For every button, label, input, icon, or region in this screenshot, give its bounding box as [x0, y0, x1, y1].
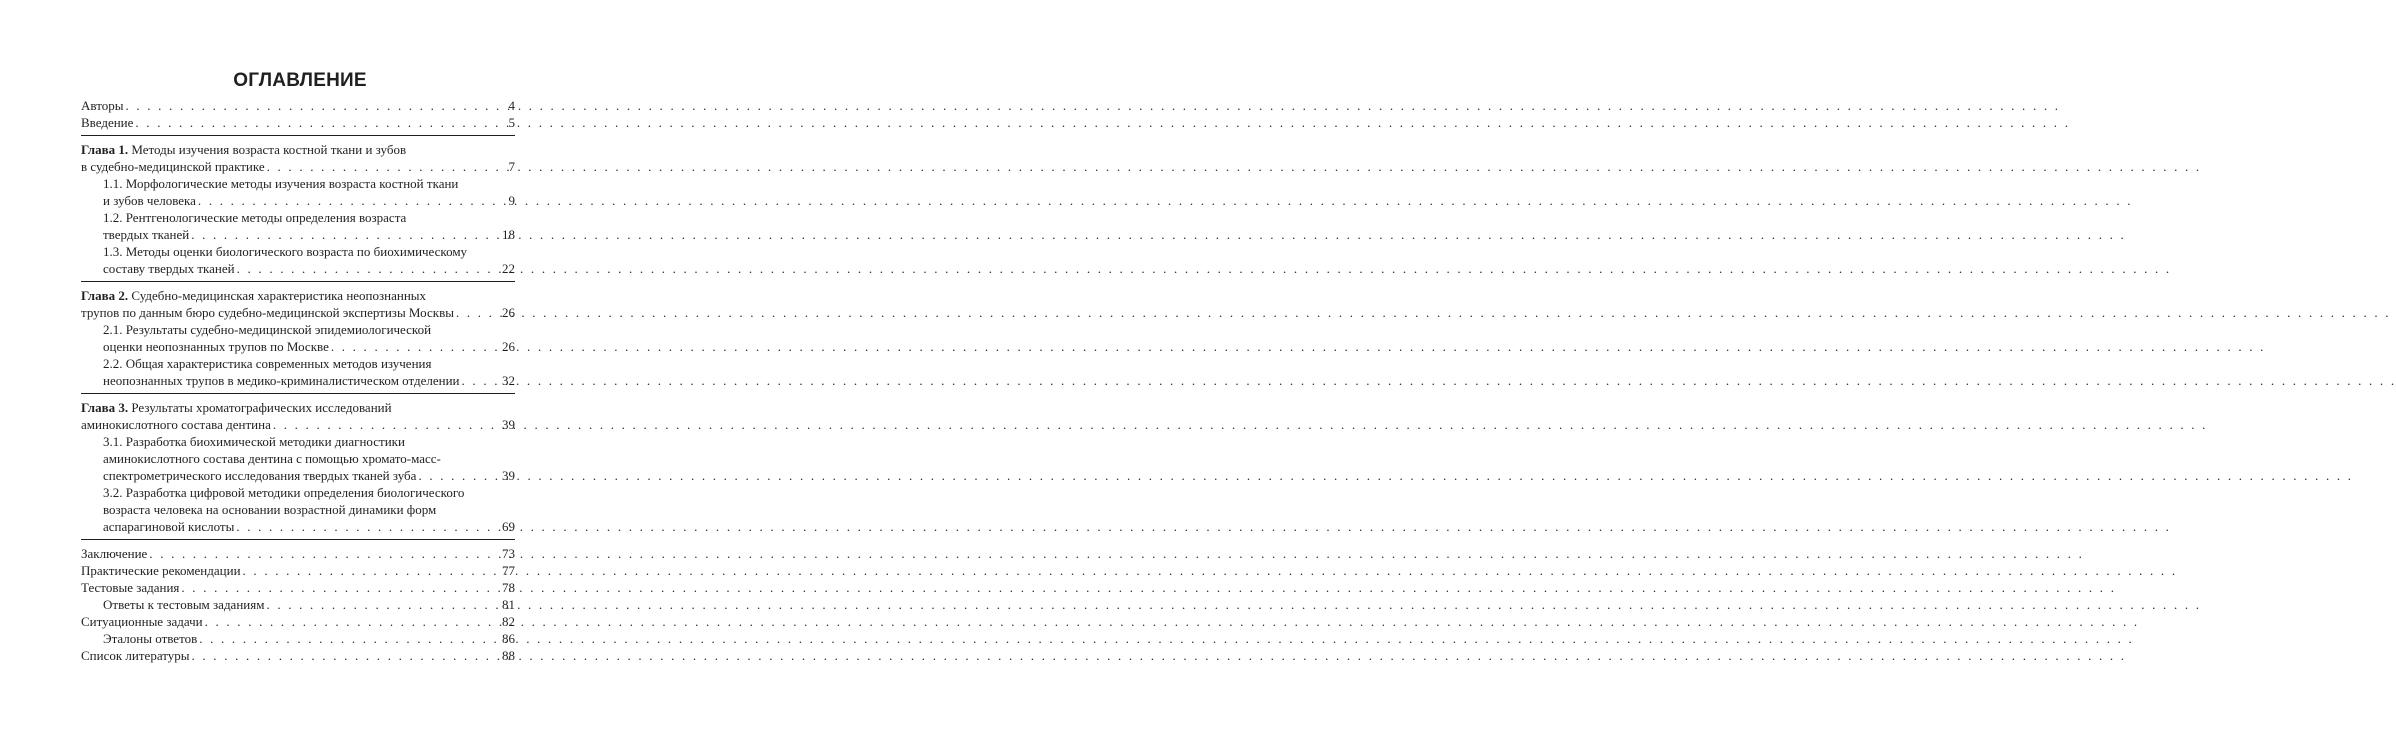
toc-page-number: 4: [508, 98, 515, 113]
toc-entry-text: Практические рекомендации: [81, 563, 241, 578]
divider: [81, 393, 515, 394]
section-title: 3.2. Разработка цифровой методики определения биологического: [103, 485, 465, 500]
toc-page-number: 26: [502, 305, 515, 320]
toc-page-number: 78: [502, 580, 515, 595]
toc-page-number: 88: [502, 648, 515, 663]
section-title-cont: спектрометрического исследования твердых тканей зуба: [103, 468, 417, 483]
section-title-cont: возраста человека на основании возрастной динамики форм: [103, 502, 437, 517]
toc-page-number: 73: [502, 546, 515, 561]
section-title: 1.2. Рентгенологические методы определения возраста: [103, 210, 407, 225]
toc-page-number: 39: [502, 417, 515, 432]
toc-entry-introduction[interactable]: [81, 114, 515, 131]
toc-page: [0, 0, 600, 750]
section-title: 2.1. Результаты судебно-медицинской эпидемиологической: [103, 322, 432, 337]
toc-chapter-1[interactable]: [81, 141, 515, 175]
section-title-cont: аспарагиновой кислоты: [103, 519, 235, 534]
chapter-title-cont: аминокислотного состава дентина: [81, 417, 271, 432]
toc-entry-conclusion[interactable]: [81, 545, 515, 562]
toc-section-1-2[interactable]: [81, 209, 515, 243]
toc-page-number: 82: [502, 614, 515, 629]
section-title: 2.2. Общая характеристика современных методов изучения: [103, 356, 432, 371]
toc-entry-reference-answers[interactable]: [81, 630, 515, 647]
toc-page-number: 81: [502, 597, 515, 612]
toc-page-number: 22: [502, 261, 515, 276]
toc-chapter-2[interactable]: [81, 287, 515, 321]
chapter-title-cont: в судебно-медицинской практике: [81, 159, 265, 174]
toc-entry-text: Авторы: [81, 98, 124, 113]
toc-page-number: 9: [508, 193, 515, 208]
chapter-title: Методы изучения возраста костной ткани и зубов: [131, 142, 407, 157]
toc-page-number: 7: [508, 159, 515, 174]
section-title: 1.3. Методы оценки биологического возраста по биохимическому: [103, 244, 468, 259]
section-title-cont: составу твердых тканей: [103, 261, 235, 276]
divider: [81, 135, 515, 136]
section-title: 1.1. Морфологические методы изучения возраста костной ткани: [103, 176, 459, 191]
section-title-cont: оценки неопознанных трупов по Москве: [103, 339, 329, 354]
toc-entry-text: Ситуационные задачи: [81, 614, 203, 629]
section-title-cont: твердых тканей: [103, 227, 190, 242]
toc-entry-bibliography[interactable]: [81, 647, 515, 664]
toc-entry-text: Ответы к тестовым заданиям: [103, 597, 265, 612]
toc-section-3-2[interactable]: [81, 484, 515, 535]
toc-section-3-1[interactable]: [81, 433, 515, 484]
table-of-contents: [81, 97, 515, 664]
toc-entry-text: Введение: [81, 115, 134, 130]
toc-entry-text: Список литературы: [81, 648, 190, 663]
toc-page-number: 77: [502, 563, 515, 578]
toc-page-number: 32: [502, 373, 515, 388]
toc-section-2-2[interactable]: [81, 355, 515, 389]
divider: [81, 539, 515, 540]
toc-entry-recommendations[interactable]: [81, 562, 515, 579]
toc-title: ОГЛАВЛЕНИЕ: [233, 70, 367, 91]
chapter-title: Судебно-медицинская характеристика неопознанных: [131, 288, 427, 303]
section-title-cont: неопознанных трупов в медико-криминалистическом отделении: [103, 373, 460, 388]
chapter-label: Глава 2.: [81, 288, 129, 303]
chapter-title: Результаты хроматографических исследований: [131, 400, 392, 415]
toc-entry-text: Эталоны ответов: [103, 631, 198, 646]
toc-page-number: 26: [502, 339, 515, 354]
toc-entry-situational-tasks[interactable]: [81, 613, 515, 630]
toc-page-number: 69: [502, 519, 515, 534]
section-title-cont: аминокислотного состава дентина с помощью хромато-масс-: [103, 451, 441, 466]
toc-page-number: 18: [502, 227, 515, 242]
toc-section-2-1[interactable]: [81, 321, 515, 355]
toc-entry-text: Заключение: [81, 546, 148, 561]
toc-entry-tests[interactable]: [81, 579, 515, 596]
toc-page-number: 39: [502, 468, 515, 483]
toc-page-number: 86: [502, 631, 515, 646]
toc-page-number: 5: [508, 115, 515, 130]
chapter-title-cont: трупов по данным бюро судебно-медицинской экспертизы Москвы: [81, 305, 454, 320]
section-title-cont: и зубов человека: [103, 193, 196, 208]
toc-entry-authors[interactable]: [81, 97, 515, 114]
toc-entry-text: Тестовые задания: [81, 580, 180, 595]
toc-chapter-3[interactable]: [81, 399, 515, 433]
chapter-label: Глава 3.: [81, 400, 129, 415]
toc-section-1-3[interactable]: [81, 243, 515, 277]
toc-section-1-1[interactable]: [81, 175, 515, 209]
divider: [81, 281, 515, 282]
toc-entry-test-answers[interactable]: [81, 596, 515, 613]
section-title: 3.1. Разработка биохимической методики диагностики: [103, 434, 405, 449]
chapter-label: Глава 1.: [81, 142, 129, 157]
